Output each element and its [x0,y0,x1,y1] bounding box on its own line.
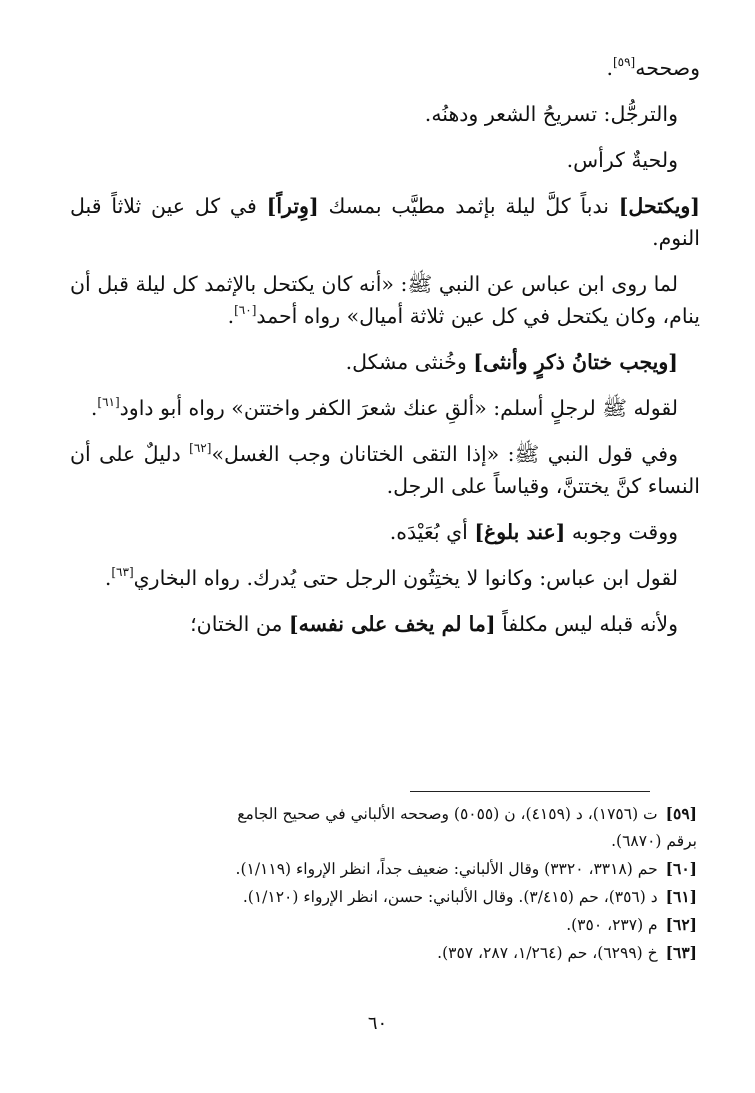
text-run: لما روى ابن عباس عن النبي ﷺ: «أنه كان يكتحل بالإثمد كل ليلة قبل أن ينام، وكان يكتحل في كل عين ثلاثة أميال» رواه أحمد [70,272,700,328]
text-run: ولأنه قبله ليس مكلفاً [495,612,678,636]
text-run: لقول ابن عباس: وكانوا لا يختِتُون الرجل حتى يُدرك. رواه البخاري [133,566,678,590]
footnote [85,939,697,967]
footnote [85,911,697,939]
paragraph-p1 [70,52,700,84]
paragraph-p5 [70,268,700,332]
paragraph-p4 [70,190,700,254]
text-run: ووقت وجوبه [565,520,678,544]
text-run: وصححه [635,56,700,80]
footnote-separator [410,791,650,792]
footnote-number: [٦٠] [665,859,697,878]
text-run: . [90,396,98,420]
paragraph-p7 [70,392,700,424]
footnote [85,800,697,828]
footnote-number: [٦٢] [665,915,697,934]
footnote [85,855,697,883]
text-run: ولحيةٌ كرأس. [566,148,678,172]
paragraph-p8 [70,438,700,502]
text-run: . [104,566,112,590]
footnote-ref[interactable]: [٥٩] [612,55,636,69]
footnote-ref[interactable]: [٦٠] [234,303,257,317]
text-run: دليلٌ على أن النساء كنَّ يختتنَّ، وقياساً على الرجل. [70,442,700,498]
paragraph-p6 [70,346,700,378]
footnote [85,883,697,911]
text-run: في كل عين ثلاثاً قبل النوم. [70,194,700,250]
paragraph-gap [70,378,700,392]
matn-text: [ويكتحل] [618,194,701,218]
matn-text: [ما لم يخف على نفسه] [288,612,496,636]
paragraph-p9 [70,516,700,548]
text-run: وخُنثى مشكل. [345,350,474,374]
text-run: لقوله ﷺ لرجلٍ أسلم: «ألقِ عنك شعرَ الكفر واختتن» رواه أبو داود [119,396,678,420]
paragraph-gap [70,332,700,346]
text-run: . [606,56,613,80]
paragraph-gap [70,254,700,268]
text-run: ندباً كلَّ ليلة بإثمد مطيَّب بمسك [318,194,619,218]
text-run: من الختان؛ [190,612,289,636]
footnote-ref[interactable]: [٦١] [97,395,120,409]
paragraph-gap [70,594,700,608]
matn-text: [ويجب ختانُ ذكرٍ وأنثى] [473,350,678,374]
paragraph-p11 [70,608,700,640]
paragraph-p10 [70,562,700,594]
footnote-number: [٦١] [665,887,697,906]
footnotes [85,800,697,967]
paragraph-gap [70,502,700,516]
paragraph-p2 [70,98,700,130]
paragraph-gap [70,130,700,144]
footnote-number: [٥٩] [665,804,697,823]
matn-text: [وِتراً] [266,194,319,218]
footnote-ref[interactable]: [٦٢] [189,441,212,455]
paragraph-p3 [70,144,700,176]
paragraph-gap [70,548,700,562]
footnote-text: حم (٣٣١٨، ٣٣٢٠) وقال الألباني: ضعيف جداً، انظر الإرواء (١/١١٩). [235,860,658,878]
footnote-text: خ (٦٢٩٩)، حم (١/٢٦٤، ٢٨٧، ٣٥٧). [437,944,658,962]
footnote-number: [٦٣] [665,943,697,962]
footnote-text: م (٢٣٧، ٣٥٠). [566,916,658,934]
paragraph-gap [70,176,700,190]
text-run: وفي قول النبي ﷺ: «إذا التقى الختانان وجب الغسل» [211,442,678,466]
text-run: والترجُّل: تسريحُ الشعر ودهنُه. [424,102,678,126]
paragraph-gap [70,424,700,438]
text-run: . [227,304,235,328]
footnote-text: ت (١٧٥٦)، د (٤١٥٩)، ن (٥٠٥٥) وصححه الألباني في صحيح الجامع [237,805,658,823]
footnote-text: د (٣٥٦)، حم (٣/٤١٥). وقال الألباني: حسن، انظر الإرواء (١/١٢٠). [242,888,658,906]
page-body [70,52,700,640]
footnote-continuation: برقم (٦٨٧٠). [611,832,697,850]
page-number: ٦٠ [367,1013,388,1034]
text-run: أي بُعَيْدَه. [389,520,475,544]
paragraph-gap [70,84,700,98]
footnote-ref[interactable]: [٦٣] [111,565,134,579]
matn-text: [عند بلوغ] [474,520,566,544]
